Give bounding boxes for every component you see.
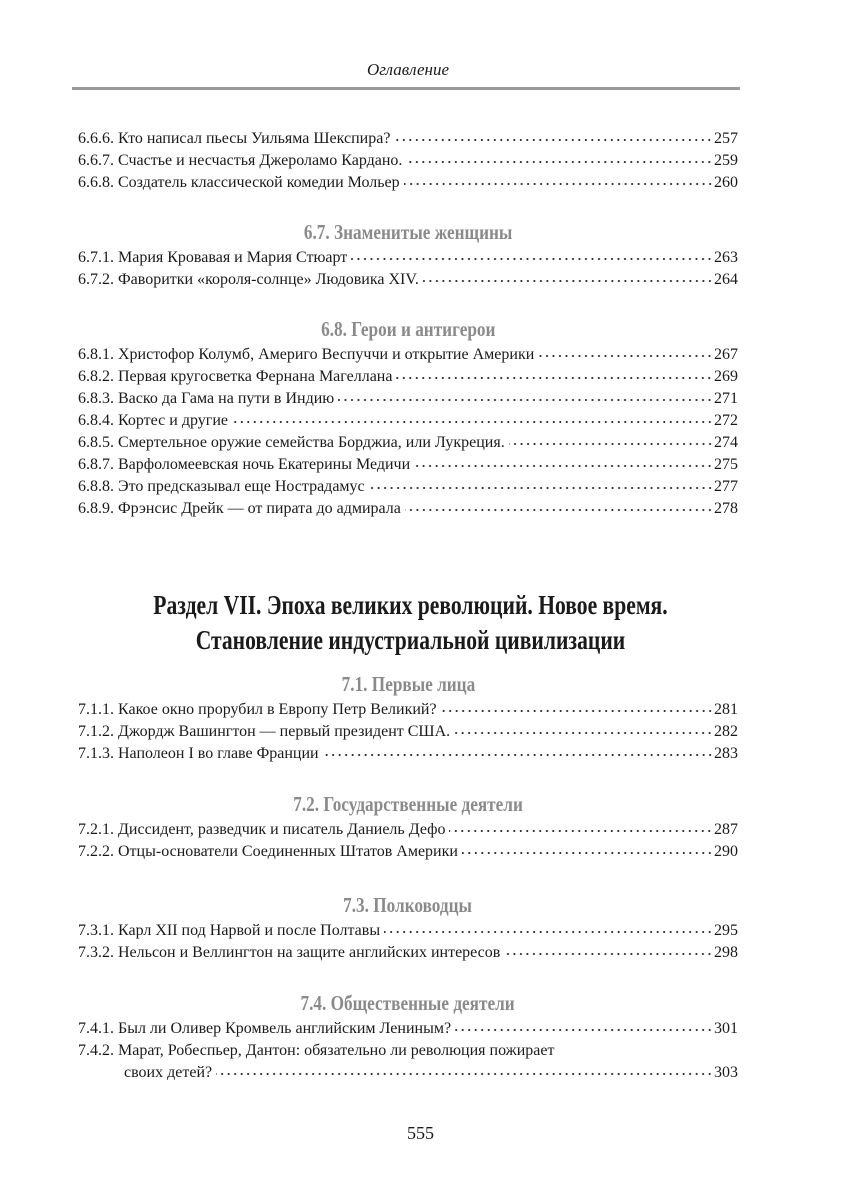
toc-entry[interactable] bbox=[78, 841, 738, 863]
entry-title: 7.1.3. Наполеон I во главе Франции bbox=[78, 745, 319, 762]
dot-leader bbox=[406, 159, 713, 165]
dot-leader bbox=[454, 730, 713, 736]
entry-title: 7.2.2. Отцы-основатели Соединенных Штатов Америки bbox=[78, 843, 458, 860]
section-title-line2: Становление индустриальной цивилизации bbox=[195, 625, 625, 655]
toc-group-7-3 bbox=[78, 890, 738, 964]
entry-page: 257 bbox=[714, 130, 738, 147]
entry-page: 267 bbox=[714, 346, 738, 363]
entry-title: 7.1.1. Какое окно прорубил в Европу Петр Великий? bbox=[78, 701, 437, 718]
toc-entry[interactable] bbox=[78, 366, 738, 388]
toc-entry[interactable] bbox=[78, 128, 738, 150]
dot-leader bbox=[396, 375, 713, 381]
toc-entry[interactable] bbox=[78, 819, 738, 841]
dot-leader bbox=[455, 1027, 713, 1033]
toc-entry[interactable] bbox=[78, 150, 738, 172]
toc-entry[interactable] bbox=[78, 388, 738, 410]
subsection-heading: 7.3. Полководцы bbox=[343, 893, 473, 917]
entry-title: 6.8.1. Христофор Колумб, Америго Веспуччи и открытие Америки bbox=[78, 346, 535, 363]
dot-leader bbox=[509, 441, 713, 447]
toc-entry[interactable] bbox=[78, 721, 738, 743]
dot-leader bbox=[405, 507, 713, 513]
toc-group-6-6 bbox=[78, 128, 738, 194]
entry-title: 6.8.4. Кортес и другие bbox=[78, 412, 228, 429]
entry-title: 6.8.8. Это предсказывал еще Нострадамус bbox=[78, 478, 365, 495]
toc-group-7-1 bbox=[78, 669, 738, 765]
dot-leader bbox=[384, 929, 713, 935]
section-title-line1: Раздел VII. Эпоха великих революций. Новое время. bbox=[152, 590, 668, 620]
toc-group-6-8 bbox=[78, 314, 738, 520]
dot-leader bbox=[216, 1071, 713, 1077]
entry-title: 6.7.2. Фаворитки «короля-солнце» Людовика XIV. bbox=[78, 271, 419, 288]
entry-page: 272 bbox=[714, 412, 738, 429]
entry-page: 264 bbox=[714, 271, 738, 288]
dot-leader bbox=[423, 278, 713, 284]
dot-leader bbox=[462, 850, 713, 856]
entry-page: 271 bbox=[714, 390, 738, 407]
running-head: Оглавление bbox=[366, 60, 450, 79]
subsection-heading: 6.8. Герои и антигерои bbox=[320, 317, 496, 341]
entry-title: 6.8.5. Смертельное оружие семейства Борджиа, или Лукреция. bbox=[78, 434, 505, 451]
toc-entry[interactable] bbox=[78, 454, 738, 476]
entry-title: 7.3.1. Карл XII под Нарвой и после Полтавы bbox=[78, 922, 381, 939]
dot-leader bbox=[404, 181, 713, 187]
entry-page: 269 bbox=[714, 368, 738, 385]
toc-group-7-4 bbox=[78, 988, 738, 1084]
subsection-heading: 7.2. Государственные деятели bbox=[293, 792, 523, 816]
header-rule bbox=[72, 87, 740, 90]
dot-leader bbox=[504, 951, 713, 957]
entry-page: 263 bbox=[714, 249, 738, 266]
entry-page: 290 bbox=[714, 843, 738, 860]
entry-title: 7.2.1. Диссидент, разведчик и писатель Даниель Дефо bbox=[78, 821, 446, 838]
toc-entry[interactable] bbox=[78, 247, 738, 269]
toc-entry[interactable] bbox=[78, 942, 738, 964]
toc-entry[interactable] bbox=[78, 432, 738, 454]
entry-title: 7.3.2. Нельсон и Веллингтон на защите английских интересов bbox=[78, 944, 501, 961]
toc-entry[interactable] bbox=[78, 172, 738, 194]
entry-page: 275 bbox=[714, 456, 738, 473]
toc-entry[interactable] bbox=[78, 344, 738, 366]
dot-leader bbox=[232, 419, 713, 425]
entry-title: 6.6.8. Создатель классической комедии Мольер bbox=[78, 174, 400, 191]
subsection-heading: 7.1. Первые лица bbox=[341, 672, 475, 696]
entry-page: 274 bbox=[714, 434, 738, 451]
dot-leader bbox=[323, 752, 713, 758]
toc-entry[interactable] bbox=[78, 498, 738, 520]
page-number: 555 bbox=[407, 1123, 434, 1143]
dot-leader bbox=[338, 397, 713, 403]
dot-leader bbox=[394, 137, 713, 143]
entry-page: 301 bbox=[714, 1020, 738, 1037]
dot-leader bbox=[449, 828, 713, 834]
entry-page: 283 bbox=[714, 745, 738, 762]
entry-page: 260 bbox=[714, 174, 738, 191]
dot-leader bbox=[538, 353, 713, 359]
entry-title: 6.8.7. Варфоломеевская ночь Екатерины Медичи bbox=[78, 456, 411, 473]
toc-group-6-7 bbox=[78, 217, 738, 291]
entry-page: 295 bbox=[714, 922, 738, 939]
entry-page: 282 bbox=[714, 723, 738, 740]
toc-entry[interactable] bbox=[78, 920, 738, 942]
entry-page: 298 bbox=[714, 944, 738, 961]
toc-entry-line1[interactable]: 7.4.2. Марат, Робеспьер, Дантон: обязательно ли революция пожирает bbox=[78, 1042, 555, 1059]
dot-leader bbox=[351, 256, 713, 262]
entry-page: 278 bbox=[714, 500, 738, 517]
toc-group-7-2 bbox=[78, 789, 738, 863]
subsection-heading: 7.4. Общественные деятели bbox=[300, 991, 516, 1015]
entry-page: 277 bbox=[714, 478, 738, 495]
toc-entry[interactable] bbox=[78, 410, 738, 432]
entry-title: 6.8.9. Фрэнсис Дрейк — от пирата до адмирала bbox=[78, 500, 401, 517]
entry-title: 6.7.1. Мария Кровавая и Мария Стюарт bbox=[78, 249, 348, 266]
toc-entry[interactable] bbox=[78, 743, 738, 765]
toc-entry[interactable] bbox=[78, 476, 738, 498]
entry-page: 303 bbox=[714, 1064, 738, 1081]
toc-entry-line2[interactable] bbox=[78, 1062, 738, 1084]
entry-title: 7.1.2. Джордж Вашингтон — первый президент США. bbox=[78, 723, 451, 740]
toc-entry[interactable] bbox=[78, 1018, 738, 1040]
toc-entry[interactable] bbox=[78, 699, 738, 721]
dot-leader bbox=[414, 463, 713, 469]
toc-entry[interactable] bbox=[78, 269, 738, 291]
entry-title: 6.6.6. Кто написал пьесы Уильяма Шекспира? bbox=[78, 130, 391, 147]
entry-page: 259 bbox=[714, 152, 738, 169]
subsection-heading: 6.7. Знаменитые женщины bbox=[303, 220, 513, 244]
entry-title: 6.6.7. Счастье и несчастья Джероламо Кардано. bbox=[78, 152, 403, 169]
dot-leader bbox=[369, 485, 713, 491]
entry-title: 6.8.2. Первая кругосветка Фернана Магеллана bbox=[78, 368, 393, 385]
entry-title: своих детей? bbox=[124, 1064, 213, 1081]
entry-page: 287 bbox=[714, 821, 738, 838]
entry-page: 281 bbox=[714, 701, 738, 718]
dot-leader bbox=[441, 708, 713, 714]
entry-title: 7.4.1. Был ли Оливер Кромвель английским Лениным? bbox=[78, 1020, 452, 1037]
entry-title: 6.8.3. Васко да Гама на пути в Индию bbox=[78, 390, 335, 407]
